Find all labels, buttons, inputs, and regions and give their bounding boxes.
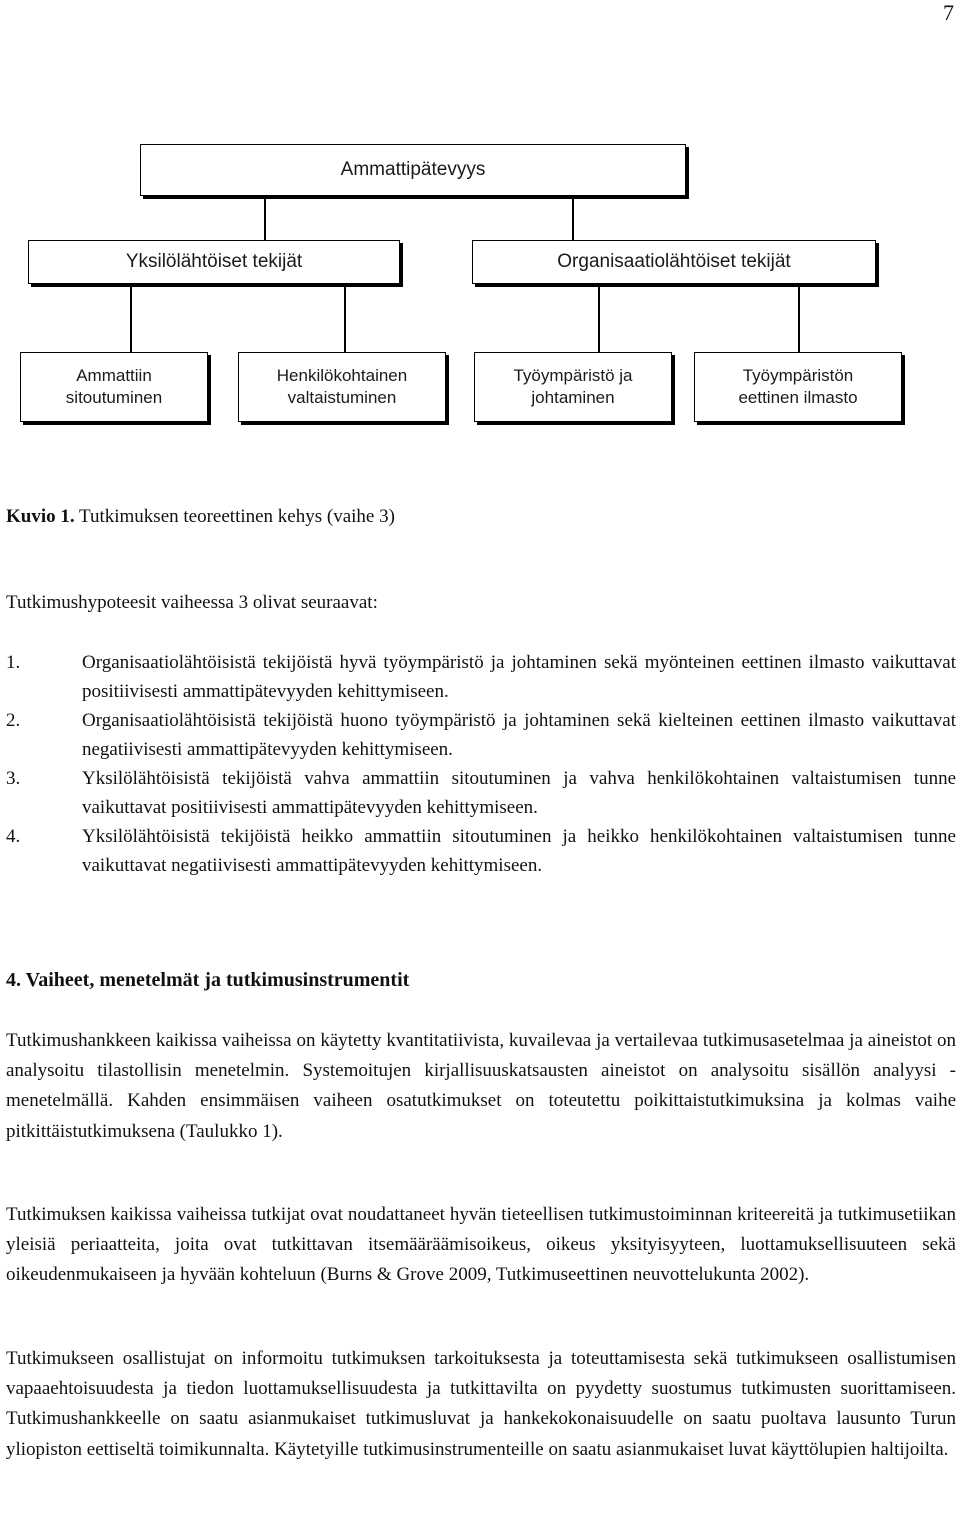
- factor-1-line-2: sitoutuminen: [65, 388, 163, 407]
- hypothesis-item: [6, 764, 956, 822]
- hypotheses-list: [6, 648, 956, 880]
- figure-caption: [6, 506, 395, 528]
- connector-factor-1: [130, 284, 132, 352]
- section-heading: 4. Vaiheet, menetelmät ja tutkimusinstrumentit: [6, 969, 410, 991]
- factor-box-ethical-climate: [694, 352, 902, 422]
- competence-box: Ammattipätevyys: [140, 144, 686, 196]
- hypothesis-item: [6, 648, 956, 706]
- connector-factor-2: [344, 284, 346, 352]
- hypotheses-intro: Tutkimushypoteesit vaiheessa 3 olivat seuraavat:: [6, 592, 378, 613]
- paragraph-consent: Tutkimukseen osallistujat on informoitu tutkimuksen tarkoituksesta ja toteuttamisesta sekä tutkimukseen osallistumisen vapaaehtoisuudesta ja tiedon luottamuksellisuudesta ja tutkittavilta on pyydetty suostumus tutkimusten suorittamiseen. Tutkimushankkeelle on saatu asianmukaiset tutkimusluvat ja hankekokonaisuudelle on saatu puoltava lausunto Turun yliopiston eettiseltä toimikunnalta. Käytetyille tutkimusinstrumenteille on saatu asianmukaiset luvat käyttölupien haltijoilta.: [6, 1348, 956, 1460]
- factor-4-line-1: Työympäristön: [742, 366, 854, 385]
- hypothesis-number: 2.: [6, 710, 21, 731]
- factor-4-line-2: eettinen ilmasto: [738, 388, 858, 407]
- connector-left-up: [264, 196, 266, 240]
- factor-1-line-1: Ammattiin: [76, 366, 152, 385]
- hypothesis-number: 1.: [6, 652, 21, 673]
- hypothesis-text: Yksilölähtöisistä tekijöistä heikko ammattiin sitoutuminen ja heikko henkilökohtainen valtaistumisen tunne vaikuttavat negatiivisesti ammattipätevyyden kehittymiseen.: [82, 826, 956, 876]
- framework-diagram: [0, 0, 960, 440]
- factor-box-commitment: [20, 352, 208, 422]
- hypothesis-number: 3.: [6, 768, 21, 789]
- connector-factor-4: [798, 284, 800, 352]
- factor-2-line-2: valtaistuminen: [287, 388, 397, 407]
- caption-text: Tutkimuksen teoreettinen kehys (vaihe 3): [74, 506, 395, 527]
- hypothesis-text: Organisaatiolähtöisistä tekijöistä huono työympäristö ja johtaminen sekä kielteinen eettinen ilmasto vaikuttavat negatiivisesti ammattipätevyyden kehittymiseen.: [82, 710, 956, 760]
- factor-3-line-1: Työympäristö ja: [513, 366, 633, 385]
- factor-box-work-environment: [474, 352, 672, 422]
- paragraph-methods: Tutkimushankkeen kaikissa vaiheissa on käytetty kvantitatiivista, kuvailevaa ja vertailevaa tutkimusasetelmaa ja aineistot on analysoitu tilastollisin menetelmin. Systemoitujen kirjallisuuskatsausten aineistot on analysoitu sisällön analyysi -menetelmällä. Kahden ensimmäisen vaiheen osatutkimukset on toteutettu poikittaistutkimuksina ja kolmas vaihe pitkittäistutkimuksena (Taulukko 1).: [6, 1030, 956, 1142]
- hypothesis-number: 4.: [6, 826, 21, 847]
- page-number: 7: [943, 0, 954, 25]
- paragraph-ethics: Tutkimuksen kaikissa vaiheissa tutkijat ovat noudattaneet hyvän tieteellisen tutkimustoiminnan kriteereitä ja tutkimusetiikan yleisiä periaatteita, joita ovat tutkittavan itsemääräämisoikeus, oikeus yksityisyyteen, luottamuksellisuuteen sekä oikeudenmukaiseen ja hyvään kohteluun (Burns & Grove 2009, Tutkimuseettinen neuvottelukunta 2002).: [6, 1204, 956, 1286]
- factor-box-empowerment: [238, 352, 446, 422]
- caption-label: Kuvio 1.: [6, 506, 75, 527]
- connector-factor-3: [598, 284, 600, 352]
- factor-3-line-2: johtaminen: [531, 388, 615, 407]
- factor-2-line-1: Henkilökohtainen: [276, 366, 408, 385]
- hypothesis-item: [6, 822, 956, 880]
- hypothesis-text: Organisaatiolähtöisistä tekijöistä hyvä työympäristö ja johtaminen sekä myönteinen eettinen ilmasto vaikuttavat positiivisesti ammattipätevyyden kehittymiseen.: [82, 652, 956, 702]
- hypothesis-text: Yksilölähtöisistä tekijöistä vahva ammattiin sitoutuminen ja vahva henkilökohtainen valtaistumisen tunne vaikuttavat positiivisesti ammattipätevyyden kehittymiseen.: [82, 768, 956, 818]
- organisational-factors-box: Organisaatiolähtöiset tekijät: [472, 240, 876, 284]
- connector-right-up: [572, 196, 574, 240]
- individual-factors-box: Yksilölähtöiset tekijät: [28, 240, 400, 284]
- hypothesis-item: [6, 706, 956, 764]
